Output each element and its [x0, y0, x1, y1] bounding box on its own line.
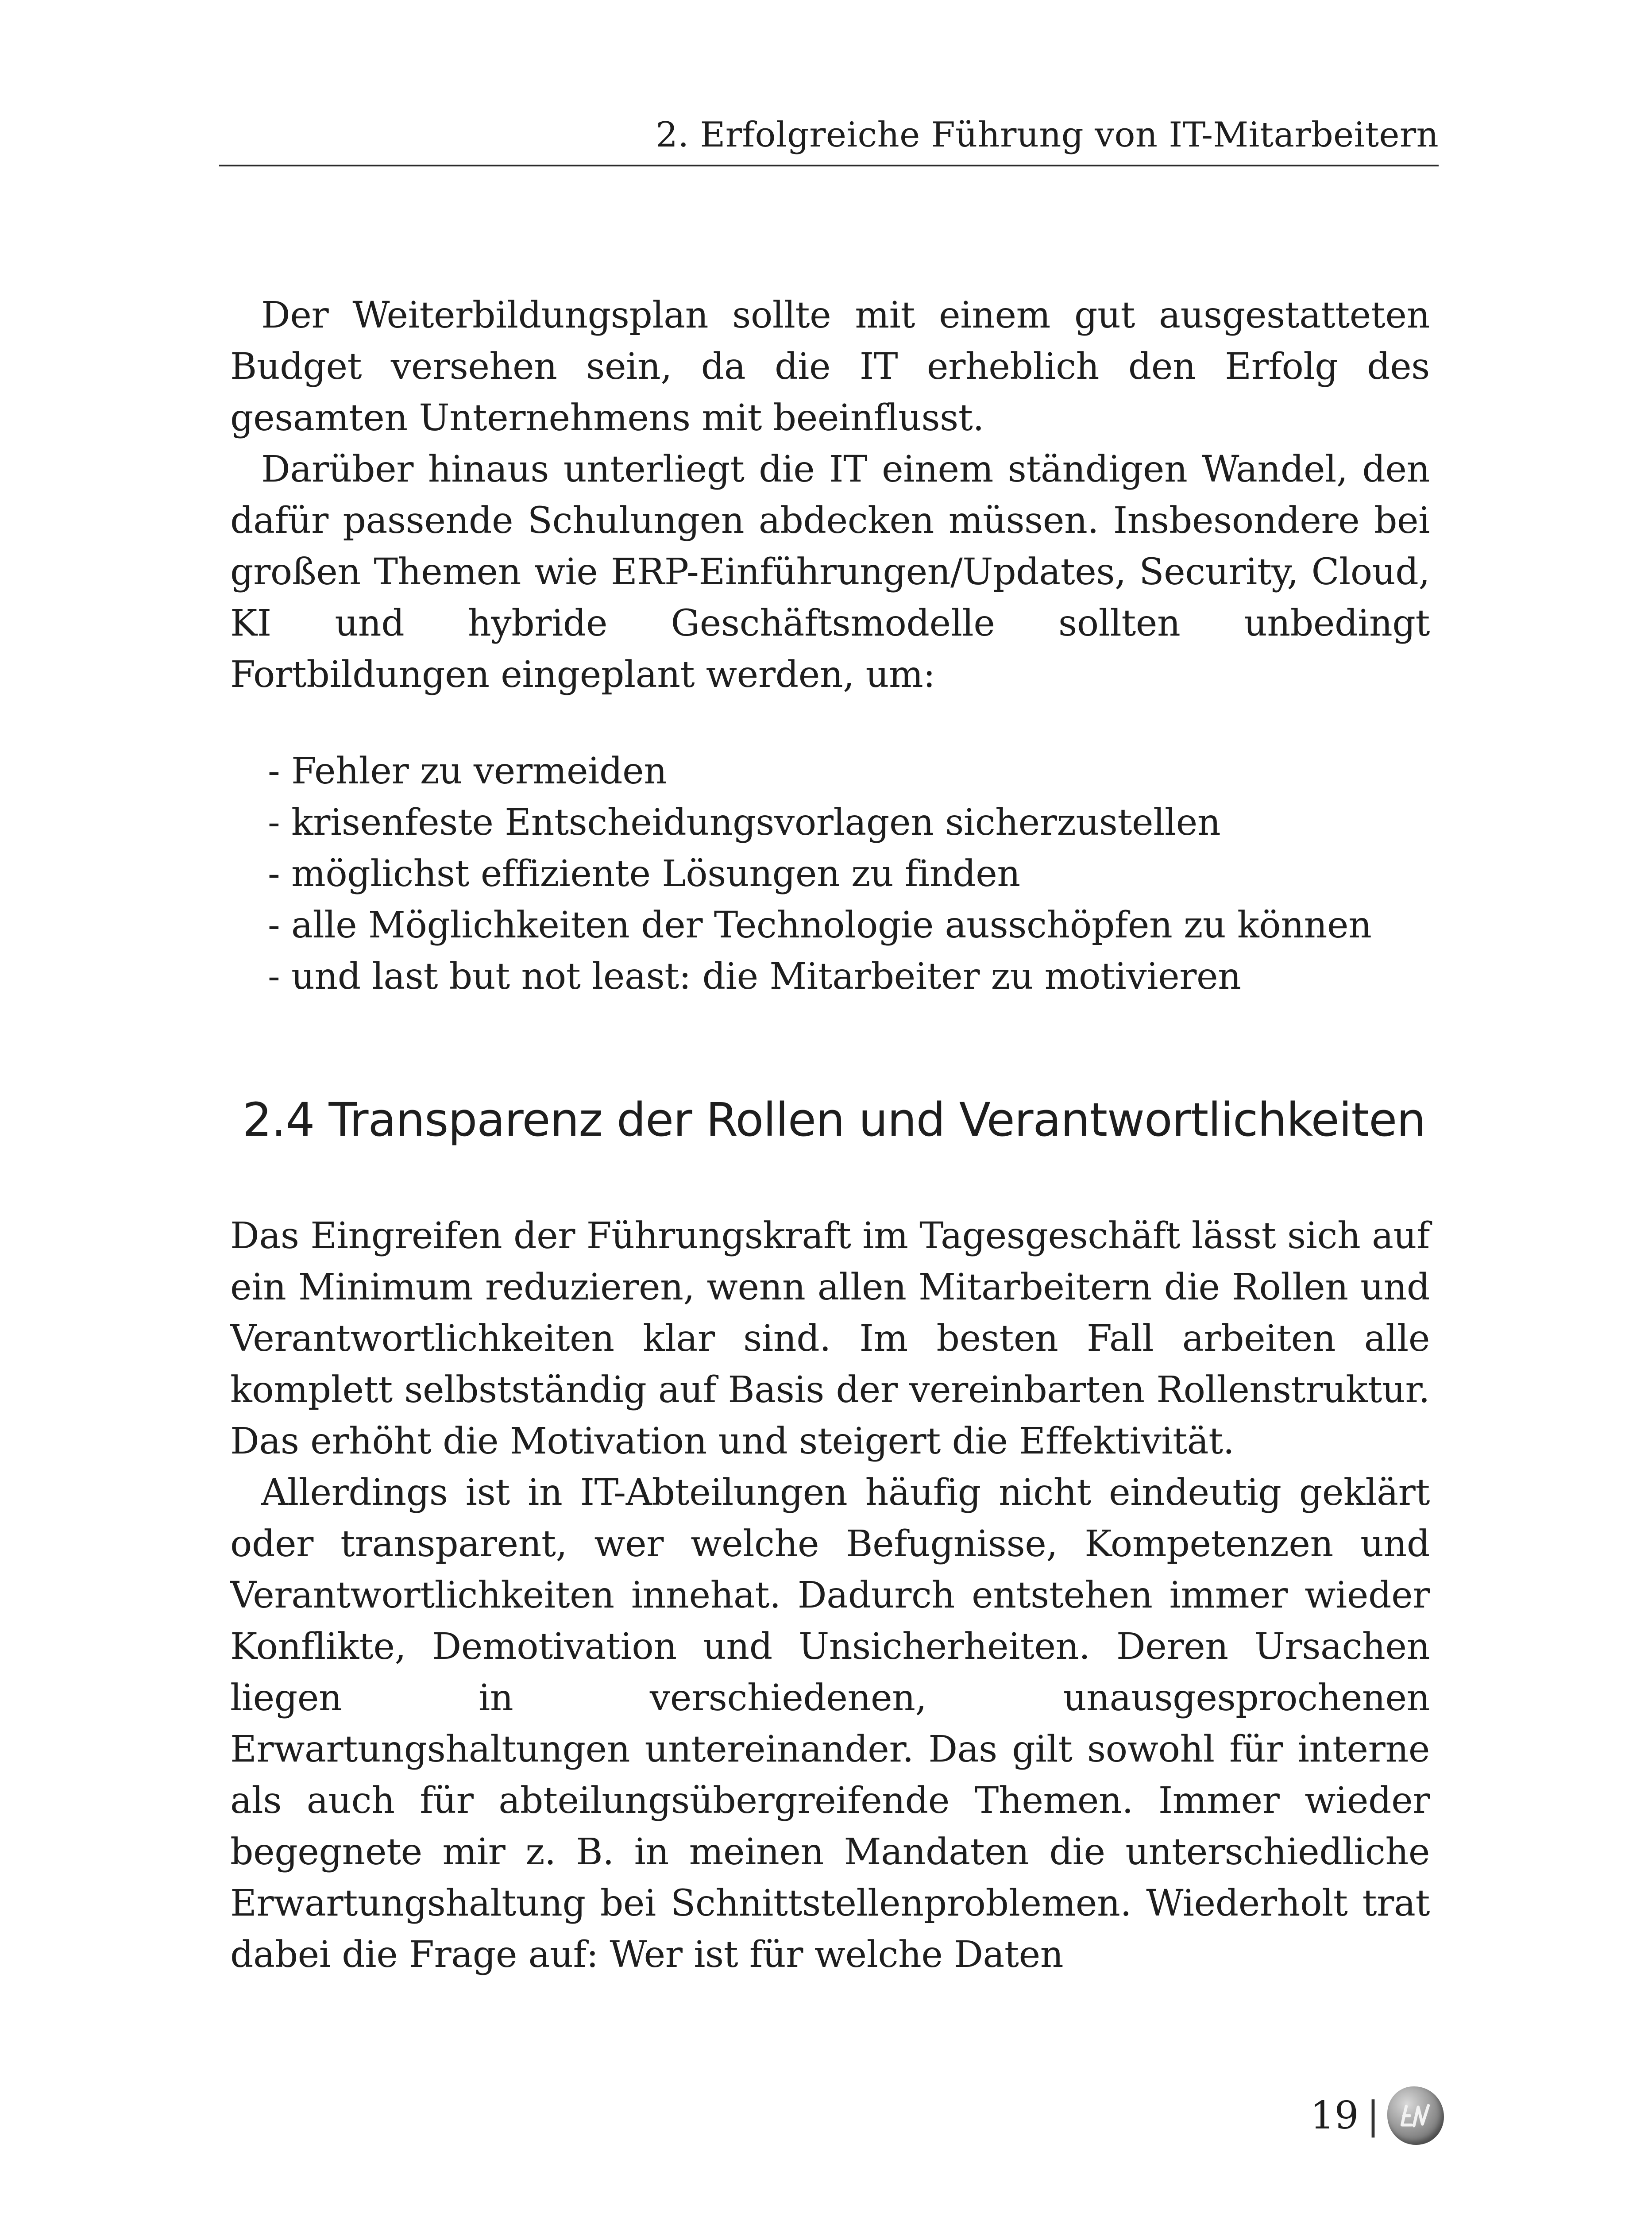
- paragraph: Das Eingreifen der Führungskraft im Tagesgeschäft lässt sich auf ein Minimum reduzieren, wenn allen Mitarbeitern die Rollen und Verantwortlichkeiten klar sind. Im besten Fall arbeiten alle komplett selbstständig auf Basis der vereinbarten Rollenstruktur. Das erhöht die Motivation und steigert die Effektivität.: [230, 1215, 1430, 1462]
- page-folio: [1310, 2082, 1444, 2149]
- section-heading: 2.4 Transparenz der Rollen und Verantwortlichkeiten: [243, 1093, 1426, 1147]
- list-item: - Fehler zu vermeiden: [268, 746, 1374, 797]
- running-head-title: 2. Erfolgreiche Führung von IT-Mitarbeitern: [656, 115, 1439, 155]
- body-text-top: [230, 290, 1430, 701]
- list-item: - krisenfeste Entscheidungsvorlagen sicherzustellen: [268, 797, 1374, 848]
- list-item: - möglichst effiziente Lösungen zu finden: [268, 848, 1374, 900]
- list-item: - alle Möglichkeiten der Technologie ausschöpfen zu können: [268, 900, 1374, 951]
- body-text-bottom: [230, 1211, 1430, 1981]
- paragraph: Allerdings ist in IT-Abteilungen häufig nicht eindeutig geklärt oder transparent, wer welche Befugnisse, Kompetenzen und Verantwortlichkeiten innehat. Dadurch entstehen immer wieder Konflikte, Demotivation und Unsicherheiten. Deren Ursachen liegen in verschiedenen, unausgesprochenen Erwartungshaltungen untereinander. Das gilt sowohl für interne als auch für abteilungsübergreifende Themen. Immer wieder begegnete mir z. B. in meinen Mandaten die unterschiedliche Erwartungshaltung bei Schnittstellenproblemen. Wiederholt trat dabei die Frage auf: Wer ist für welche Daten: [230, 1472, 1430, 1976]
- folio-separator: |: [1366, 2093, 1380, 2138]
- page-number: 19: [1310, 2093, 1359, 2138]
- publisher-logo-icon: [1387, 2086, 1444, 2145]
- paragraph: Der Weiterbildungsplan sollte mit einem gut ausgestatteten Budget versehen sein, da die IT erheblich den Erfolg des gesamten Unternehmens mit beeinflusst.: [230, 294, 1430, 439]
- bullet-list: [268, 746, 1374, 1002]
- header-divider: [219, 165, 1439, 166]
- list-item: - und last but not least: die Mitarbeiter zu motivieren: [268, 951, 1374, 1002]
- paragraph: Darüber hinaus unterliegt die IT einem ständigen Wandel, den dafür passende Schulungen abdecken müssen. Insbesondere bei großen Themen wie ERP-Einführungen/Updates, Security, Cloud, KI und hybride Geschäftsmodelle sollten unbedingt Fortbildungen eingeplant werden, um:: [230, 448, 1430, 696]
